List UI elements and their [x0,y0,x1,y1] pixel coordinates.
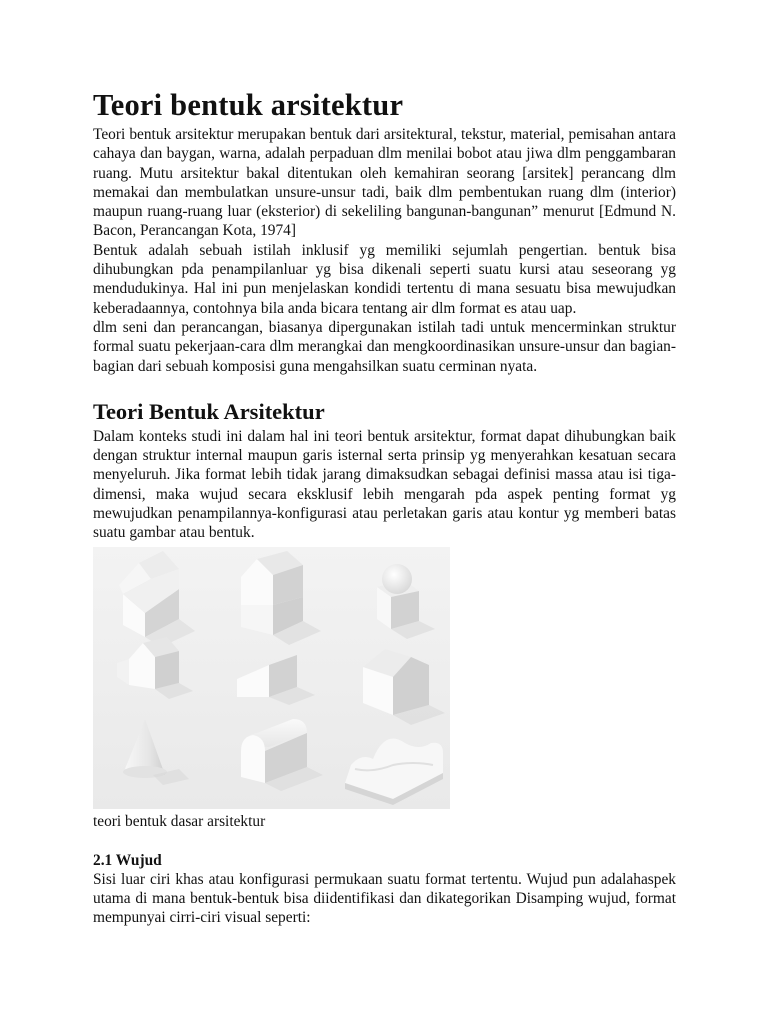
intro-paragraph-2: Bentuk adalah sebuah istilah inklusif yg memiliki sejumlah pengertian. bentuk bisa dihubungkan pda penampilanluar yg bisa dikenali seperti suatu kursi atau seseorang yg mendudukinya. Hal ini pun menjelaskan kondidi tertentu di mana sesuatu bisa mewujudkan keberadaannya, contohnya bila anda bicara tentang air dlm format es atau uap. [93,241,676,317]
basic-forms-figure [93,547,450,809]
subsection-heading: 2.1 Wujud [93,851,162,869]
intro-paragraph-1: Teori bentuk arsitektur merupakan bentuk dari arsitektural, tekstur, material, pemisahan antara cahaya dan baygan, warna, adalah perpaduan dlm menilai bobot atau jiwa dlm penggambaran ruang. Mutu arsitektur bakal ditentukan oleh kemahiran seorang [arsitek] perancang dlm memakai dan membulatkan unsure-unsur tadi, baik dlm pembentukan ruang dlm (interior) maupun ruang-ruang luar (eksterior) di sekeliling bangunan-bangunan” menurut [Edmund N. Bacon, Perancangan Kota, 1974] [93,126,676,240]
subsection-paragraph-1: Sisi luar ciri khas atau konfigurasi permukaan suatu format tertentu. Wujud pun adalahaspek utama di mana bentuk-bentuk bisa diidentifikasi dan dikategorikan Disamping wujud, format mempunyai cirri-ciri visual seperti: [93,870,676,927]
figure-caption: teori bentuk dasar arsitektur [93,812,266,830]
section-paragraph-1: Dalam konteks studi ini dalam hal ini teori bentuk arsitektur, format dapat dihubungkan baik dengan struktur internal maupun garis isternal serta prinsip yg menyerahkan kesatuan secara menyeluruh. Jika format lebih tidak jarang dimaksudkan sebagai definisi massa atau isi tiga-dimensi, maka wujud secara eksklusif lebih mengarah pda aspek penting format yg mewujudkan penampilannya-konfigurasi atau perletakan garis atau kontur yg memberi batas suatu gambar atau bentuk. [93,427,676,542]
section-heading: Teori Bentuk Arsitektur [93,398,325,424]
page-title: Teori bentuk arsitektur [93,88,404,122]
intro-paragraph-3: dlm seni dan perancangan, biasanya dipergunakan istilah tadi untuk mencerminkan struktur formal suatu pekerjaan-cara dlm merangkai dan mengkoordinasikan unsure-unsur dan bagian-bagian dari sebuah komposisi guna mengahsilkan suatu cerminan nyata. [93,318,676,375]
